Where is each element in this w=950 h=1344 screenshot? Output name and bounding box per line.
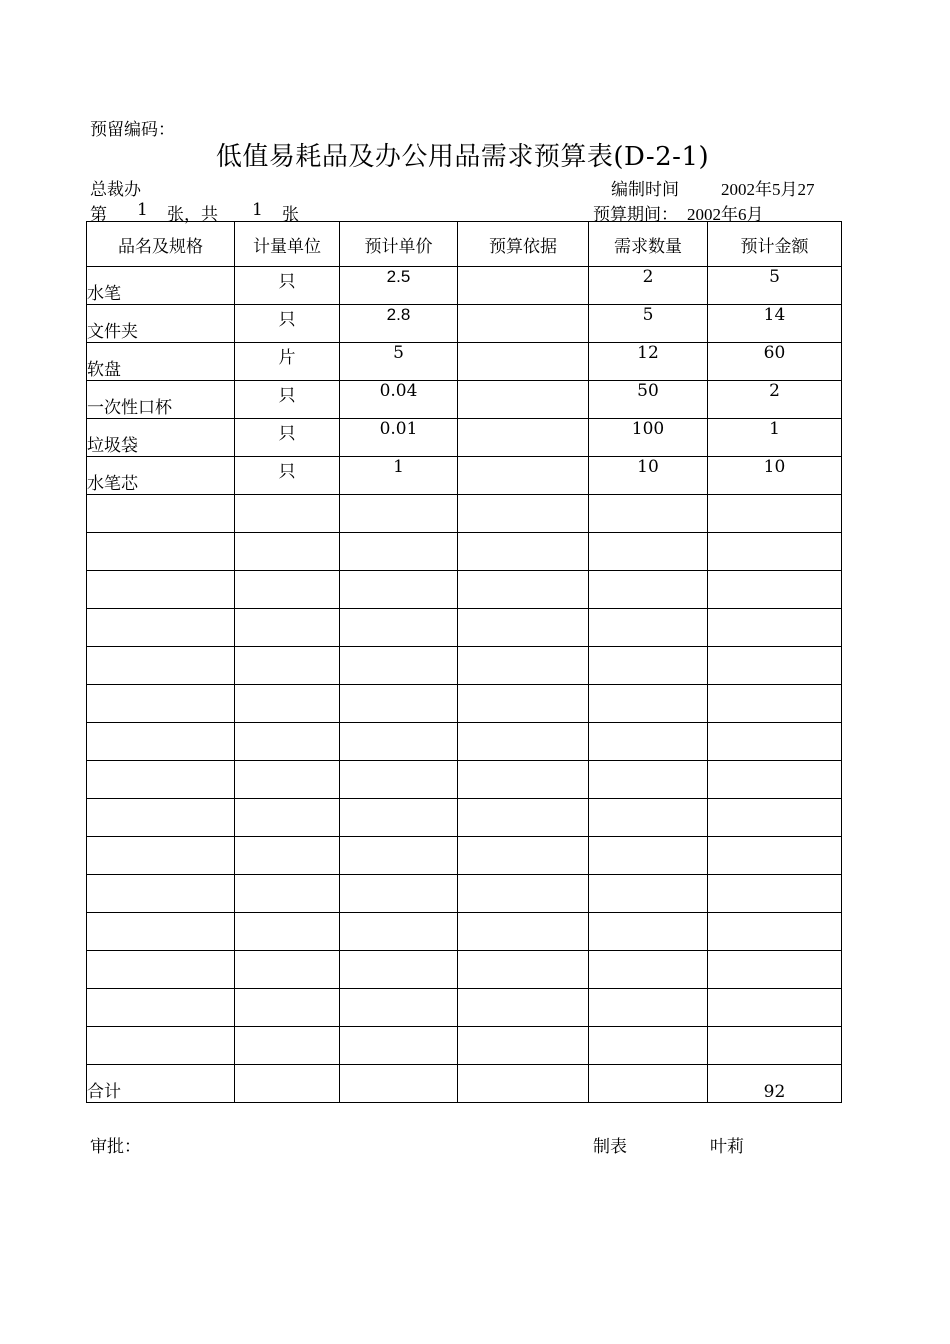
cell-price: 2.8 xyxy=(340,305,458,343)
cell-name-empty xyxy=(87,685,235,723)
cell-quantity-empty xyxy=(589,913,708,951)
cell-quantity: 5 xyxy=(589,305,708,343)
table-row-empty xyxy=(87,837,842,875)
cell-basis-empty xyxy=(458,875,589,913)
cell-amount-empty xyxy=(708,609,842,647)
table-row-empty xyxy=(87,723,842,761)
cell-quantity-empty xyxy=(589,837,708,875)
table-row xyxy=(87,457,842,495)
cell-unit-empty xyxy=(235,761,340,799)
cell-unit-empty xyxy=(235,685,340,723)
cell-amount-empty xyxy=(708,647,842,685)
prepared-by-name: 叶莉 xyxy=(710,1137,744,1157)
total-row xyxy=(87,1065,842,1103)
cell-unit-empty xyxy=(235,913,340,951)
cell-basis-empty xyxy=(458,1027,589,1065)
cell-price: 2.5 xyxy=(340,267,458,305)
cell-quantity-empty xyxy=(589,647,708,685)
cell-basis-empty xyxy=(458,723,589,761)
cell-basis-empty xyxy=(458,609,589,647)
cell-amount-empty xyxy=(708,951,842,989)
cell-quantity-empty xyxy=(589,533,708,571)
column-header-amount: 预计金额 xyxy=(708,222,842,267)
table-row-empty xyxy=(87,761,842,799)
cell-name-empty xyxy=(87,761,235,799)
cell-name-empty xyxy=(87,723,235,761)
cell-basis xyxy=(458,305,589,343)
cell-amount-empty xyxy=(708,913,842,951)
compile-time-value: 2002年5月27 xyxy=(721,180,815,199)
table-row-empty xyxy=(87,875,842,913)
department-name: 总裁办 xyxy=(90,180,141,200)
cell-amount-empty xyxy=(708,989,842,1027)
cell-price-empty xyxy=(340,1027,458,1065)
cell-basis-empty xyxy=(458,989,589,1027)
cell-basis-empty xyxy=(458,837,589,875)
cell-name-empty xyxy=(87,1027,235,1065)
cell-quantity-empty xyxy=(589,571,708,609)
cell-quantity: 50 xyxy=(589,381,708,419)
cell-quantity-empty xyxy=(589,761,708,799)
cell-price-empty xyxy=(340,647,458,685)
cell-basis xyxy=(458,343,589,381)
cell-unit-empty xyxy=(235,495,340,533)
table-row-empty xyxy=(87,495,842,533)
cell-amount-empty xyxy=(708,495,842,533)
cell-name-empty xyxy=(87,533,235,571)
cell-name-empty xyxy=(87,913,235,951)
cell-basis-empty xyxy=(458,685,589,723)
cell-price-empty xyxy=(340,799,458,837)
cell-quantity-empty xyxy=(589,723,708,761)
table-row-empty xyxy=(87,685,842,723)
table-row-empty xyxy=(87,571,842,609)
column-header-basis: 预算依据 xyxy=(458,222,589,267)
cell-basis-empty xyxy=(458,799,589,837)
cell-basis-empty xyxy=(458,647,589,685)
cell-price: 0.01 xyxy=(340,419,458,457)
cell-price-empty xyxy=(340,723,458,761)
table-row-empty xyxy=(87,951,842,989)
total-cell-quantity xyxy=(589,1065,708,1103)
cell-quantity: 12 xyxy=(589,343,708,381)
column-header-price: 预计单价 xyxy=(340,222,458,267)
cell-amount: 2 xyxy=(708,381,842,419)
cell-price-empty xyxy=(340,761,458,799)
cell-unit: 片 xyxy=(235,343,340,381)
table-row xyxy=(87,419,842,457)
cell-unit: 只 xyxy=(235,457,340,495)
cell-amount: 14 xyxy=(708,305,842,343)
cell-price-empty xyxy=(340,837,458,875)
cell-name: 水笔 xyxy=(87,267,235,305)
cell-quantity-empty xyxy=(589,989,708,1027)
cell-basis xyxy=(458,381,589,419)
cell-unit-empty xyxy=(235,875,340,913)
cell-amount-empty xyxy=(708,723,842,761)
cell-unit-empty xyxy=(235,571,340,609)
cell-name-empty xyxy=(87,571,235,609)
cell-basis xyxy=(458,267,589,305)
table-row-empty xyxy=(87,799,842,837)
cell-unit: 只 xyxy=(235,267,340,305)
cell-price-empty xyxy=(340,571,458,609)
cell-amount-empty xyxy=(708,571,842,609)
cell-name: 一次性口杯 xyxy=(87,381,235,419)
cell-name-empty xyxy=(87,609,235,647)
cell-amount-empty xyxy=(708,1027,842,1065)
cell-unit: 只 xyxy=(235,381,340,419)
cell-quantity-empty xyxy=(589,1027,708,1065)
budget-table xyxy=(86,221,842,1103)
cell-unit-empty xyxy=(235,799,340,837)
cell-amount: 10 xyxy=(708,457,842,495)
cell-amount-empty xyxy=(708,533,842,571)
column-header-quantity: 需求数量 xyxy=(589,222,708,267)
cell-name-empty xyxy=(87,989,235,1027)
reserve-code-label: 预留编码： xyxy=(90,120,175,140)
cell-name-empty xyxy=(87,647,235,685)
page-word-zhang-gong: 张，共 xyxy=(167,205,218,225)
cell-name-empty xyxy=(87,875,235,913)
cell-unit-empty xyxy=(235,609,340,647)
cell-name-empty xyxy=(87,495,235,533)
page-title: 低值易耗品及办公用品需求预算表(D-2-1) xyxy=(215,142,710,172)
cell-amount: 5 xyxy=(708,267,842,305)
compile-time-label: 编制时间 xyxy=(611,180,679,200)
page-word-di: 第 xyxy=(90,205,107,225)
cell-unit-empty xyxy=(235,837,340,875)
page-total-number: 1 xyxy=(252,200,263,220)
cell-amount-empty xyxy=(708,875,842,913)
cell-name-empty xyxy=(87,951,235,989)
table-row-empty xyxy=(87,913,842,951)
cell-name: 软盘 xyxy=(87,343,235,381)
cell-quantity-empty xyxy=(589,609,708,647)
cell-unit: 只 xyxy=(235,419,340,457)
cell-amount: 60 xyxy=(708,343,842,381)
table-row-empty xyxy=(87,533,842,571)
table-row-empty xyxy=(87,1027,842,1065)
cell-amount-empty xyxy=(708,799,842,837)
cell-price-empty xyxy=(340,989,458,1027)
cell-price-empty xyxy=(340,495,458,533)
cell-price-empty xyxy=(340,533,458,571)
column-header-unit: 计量单位 xyxy=(235,222,340,267)
cell-name-empty xyxy=(87,799,235,837)
table-row-empty xyxy=(87,647,842,685)
cell-quantity-empty xyxy=(589,875,708,913)
cell-name: 垃圾袋 xyxy=(87,419,235,457)
total-cell-unit xyxy=(235,1065,340,1103)
cell-name: 文件夹 xyxy=(87,305,235,343)
cell-price: 1 xyxy=(340,457,458,495)
cell-quantity: 100 xyxy=(589,419,708,457)
cell-quantity-empty xyxy=(589,951,708,989)
table-row xyxy=(87,305,842,343)
cell-basis-empty xyxy=(458,761,589,799)
cell-quantity-empty xyxy=(589,685,708,723)
cell-basis-empty xyxy=(458,913,589,951)
cell-price: 0.04 xyxy=(340,381,458,419)
cell-price: 5 xyxy=(340,343,458,381)
total-amount: 92 xyxy=(708,1065,842,1103)
cell-amount-empty xyxy=(708,761,842,799)
budget-period-value: 2002年6月 xyxy=(687,205,764,224)
cell-price-empty xyxy=(340,685,458,723)
total-cell-price xyxy=(340,1065,458,1103)
table-row xyxy=(87,381,842,419)
cell-quantity: 2 xyxy=(589,267,708,305)
cell-basis xyxy=(458,419,589,457)
cell-basis-empty xyxy=(458,951,589,989)
total-cell-basis xyxy=(458,1065,589,1103)
cell-basis-empty xyxy=(458,533,589,571)
cell-unit-empty xyxy=(235,647,340,685)
page-current-number: 1 xyxy=(137,200,148,220)
cell-unit-empty xyxy=(235,533,340,571)
table-header-row xyxy=(87,222,842,267)
cell-price-empty xyxy=(340,875,458,913)
cell-quantity-empty xyxy=(589,495,708,533)
cell-amount: 1 xyxy=(708,419,842,457)
cell-name: 水笔芯 xyxy=(87,457,235,495)
cell-basis-empty xyxy=(458,571,589,609)
cell-price-empty xyxy=(340,951,458,989)
table-row-empty xyxy=(87,989,842,1027)
budget-period-label: 预算期间： xyxy=(593,205,678,225)
cell-amount-empty xyxy=(708,837,842,875)
cell-quantity: 10 xyxy=(589,457,708,495)
page-word-zhang: 张 xyxy=(282,205,299,225)
empty-rows xyxy=(87,495,842,1065)
prepared-label: 制表 xyxy=(593,1137,627,1157)
cell-name-empty xyxy=(87,837,235,875)
total-label: 合计 xyxy=(87,1065,235,1103)
table-row xyxy=(87,343,842,381)
column-header-name: 品名及规格 xyxy=(87,222,235,267)
cell-price-empty xyxy=(340,913,458,951)
table-row xyxy=(87,267,842,305)
cell-unit-empty xyxy=(235,1027,340,1065)
cell-quantity-empty xyxy=(589,799,708,837)
table-row-empty xyxy=(87,609,842,647)
approval-label: 审批： xyxy=(90,1137,141,1157)
cell-unit-empty xyxy=(235,951,340,989)
cell-price-empty xyxy=(340,609,458,647)
cell-basis-empty xyxy=(458,495,589,533)
cell-basis xyxy=(458,457,589,495)
cell-amount-empty xyxy=(708,685,842,723)
cell-unit-empty xyxy=(235,723,340,761)
cell-unit-empty xyxy=(235,989,340,1027)
cell-unit: 只 xyxy=(235,305,340,343)
